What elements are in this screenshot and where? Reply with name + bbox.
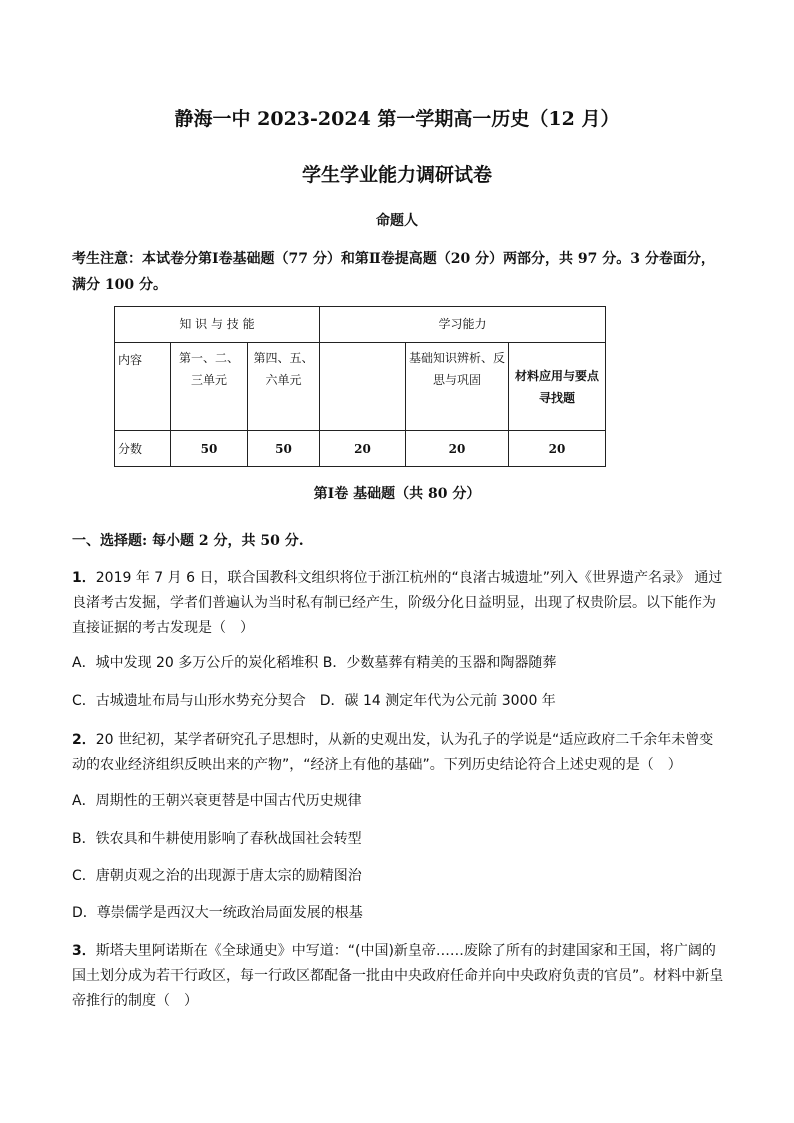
score-table [114,306,606,467]
score-cell: 50 [248,431,320,467]
row-label-content: 内容 [115,343,171,431]
score-cell: 50 [171,431,248,467]
author-label: 命题人 [376,213,418,229]
exam-subtitle: 学生学业能力调研试卷 [301,164,492,186]
row-label-score: 分数 [115,431,171,467]
question-text: 斯塔夫里阿诺斯在《全球通史》中写道：“(中国)新皇帝……废除了所有的封建国家和王国，将广阔的国土划分成为若干行政区，每一行政区都配备一批由中央政府任命并向中央政府负责的官员”。材料中新皇帝推行的制度（ ） [72,943,724,1009]
question-1 [72,566,724,641]
table-col-units-4-6: 第四、五、六单元 [248,343,320,431]
section-title: 第Ⅰ卷 基础题（共 80 分） [313,486,481,502]
score-cell: 20 [320,431,406,467]
table-col-material: 材料应用与要点寻找题 [509,343,606,431]
table-col-units-1-3: 第一、二、三单元 [171,343,248,431]
part-title: 一、选择题: 每小题 2 分，共 50 分. [72,533,304,549]
question-number: 2． [72,732,96,748]
question-text: 2019 年 7 月 6 日，联合国教科文组织将位于浙江杭州的“良渚古城遗址”列入《世界遗产名录》 通过良渚考古发掘，学者们普遍认为当时私有制已经产生，阶级分化日益明显，出现了权贵阶层。以下能作为直接证据的考古发现是（ ） [72,570,723,636]
question-1-option-cd: C．古城遗址布局与山形水势充分契合 D．碳 14 测定年代为公元前 3000 年 [72,693,556,709]
table-col-blank [320,343,406,431]
question-3 [72,939,724,1014]
question-2-option-a: A．周期性的王朝兴衰更替是中国古代历史规律 [72,793,362,809]
table-col-basic: 基础知识辨析、反思与巩固 [406,343,509,431]
question-2-option-d: D．尊崇儒学是西汉大一统政治局面发展的根基 [72,905,363,921]
question-2-option-b: B．铁农具和牛耕使用影响了春秋战国社会转型 [72,831,362,847]
score-cell: 20 [509,431,606,467]
score-cell: 20 [406,431,509,467]
table-group-knowledge: 知 识 与 技 能 [115,307,320,343]
question-1-option-ab: A．城中发现 20 多万公斤的炭化稻堆积 B．少数墓葬有精美的玉器和陶器随葬 [72,655,557,671]
question-number: 3． [72,943,96,959]
question-text: 20 世纪初，某学者研究孔子思想时，从新的史观出发，认为孔子的学说是“适应政府二千余年未曾变动的农业经济组织反映出来的产物”，“经济上有他的基础”。下列历史结论符合上述史观的是（ ） [72,732,714,773]
question-2-option-c: C．唐朝贞观之治的出现源于唐太宗的励精图治 [72,868,362,884]
table-group-ability: 学习能力 [320,307,606,343]
question-2 [72,728,724,778]
question-number: 1． [72,570,96,586]
exam-title: 静海一中 2023-2024 第一学期高一历史（12 月） [174,108,620,130]
exam-notice: 考生注意：本试卷分第Ⅰ卷基础题（77 分）和第Ⅱ卷提高题（20 分）两部分，共 97 分。3 分卷面分，满分 100 分。 [72,251,715,293]
